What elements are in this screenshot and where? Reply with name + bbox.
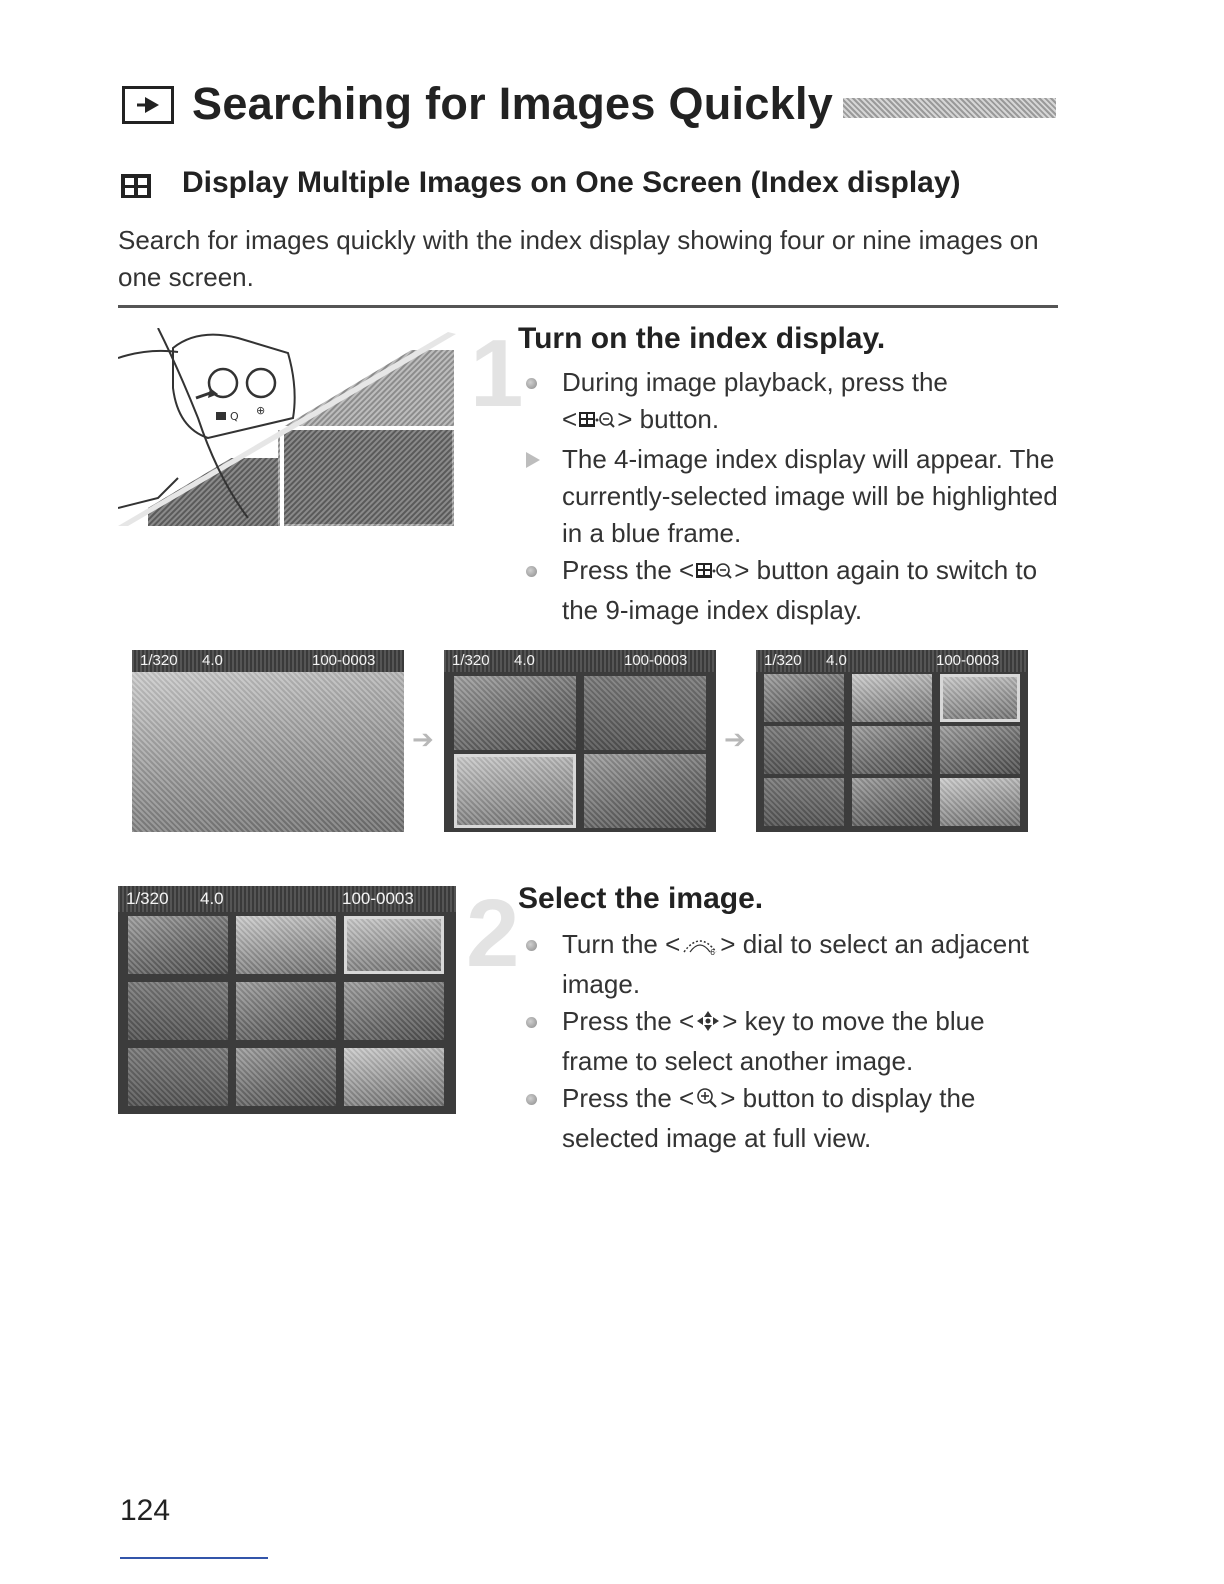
result-arrow-icon — [526, 452, 540, 468]
photo-thumbnail — [344, 982, 444, 1040]
page-number-underline — [120, 1557, 268, 1559]
shutter-value: 1/320 — [452, 652, 490, 669]
photo-thumbnail — [584, 754, 706, 828]
shutter-value: 1/320 — [140, 652, 178, 669]
step-number: 1 — [470, 320, 524, 427]
lcd-four-image-index — [444, 650, 716, 832]
zoom-in-icon — [694, 1083, 720, 1120]
bullet-icon — [526, 1017, 537, 1028]
lcd-nine-image-index — [756, 650, 1028, 832]
file-number: 100-0003 — [342, 889, 414, 908]
list-item: Press the < > key to move the blue frame to select another image. — [518, 1003, 1058, 1080]
photo-thumbnail — [128, 982, 228, 1040]
section-divider — [118, 305, 1058, 308]
photo-thumbnail — [132, 672, 404, 832]
photo-thumbnail-selected — [940, 674, 1020, 722]
bullet-icon — [526, 940, 537, 951]
aperture-value: 4.0 — [202, 652, 223, 669]
aperture-value: 4.0 — [826, 652, 847, 669]
svg-text:Q: Q — [230, 410, 239, 423]
aperture-value: 4.0 — [200, 889, 224, 908]
photo-thumbnail — [764, 726, 844, 774]
photo-thumbnail — [236, 916, 336, 974]
page-number: 124 — [120, 1494, 171, 1527]
intro-text: Search for images quickly with the index display showing four or nine images on one screen. — [118, 225, 1039, 292]
index-display-icon — [120, 173, 172, 199]
lcd-info-bar — [756, 650, 1028, 672]
svg-text:⊕: ⊕ — [256, 404, 266, 417]
photo-thumbnail-selected — [454, 754, 576, 828]
camera-illustration — [118, 328, 456, 526]
index-zoom-out-button-icon — [694, 555, 734, 592]
lcd-nine-image-index-select — [118, 886, 456, 1114]
section-title: Display Multiple Images on One Screen (Index display) — [182, 166, 961, 199]
photo-thumbnail — [454, 676, 576, 750]
lcd-info-bar — [118, 886, 456, 912]
photo-thumbnail — [236, 982, 336, 1040]
photo-thumbnail — [344, 1048, 444, 1106]
aperture-value: 4.0 — [514, 652, 535, 669]
photo-thumbnail — [852, 726, 932, 774]
file-number: 100-0003 — [936, 652, 1000, 669]
photo-thumbnail — [764, 674, 844, 722]
step-number: 2 — [466, 880, 520, 987]
lcd-single-image — [132, 650, 404, 832]
file-number: 100-0003 — [624, 652, 688, 669]
playback-icon — [122, 86, 174, 124]
list-item: Press the < > button again to switch to the 9-image index display. — [518, 552, 1058, 629]
bullet-icon — [526, 566, 537, 577]
photo-thumbnail-selected — [344, 916, 444, 974]
shutter-value: 1/320 — [764, 652, 802, 669]
photo-thumbnail — [128, 1048, 228, 1106]
list-item: Turn the < 6 > dial to select an adjacent image. — [518, 926, 1058, 1003]
step-1-list — [518, 364, 1058, 629]
photo-thumbnail — [852, 674, 932, 722]
photo-thumbnail — [940, 778, 1020, 826]
photo-thumbnail — [236, 1048, 336, 1106]
bullet-icon — [526, 1094, 537, 1105]
bullet-icon — [526, 378, 537, 389]
step-title: Select the image. — [518, 882, 764, 915]
file-number: 100-0003 — [312, 652, 376, 669]
lcd-info-bar — [444, 650, 716, 672]
photo-thumbnail — [764, 778, 844, 826]
photo-thumbnail — [584, 676, 706, 750]
index-zoom-out-button-icon — [577, 404, 617, 441]
photo-thumbnail — [128, 916, 228, 974]
step-title: Turn on the index display. — [518, 322, 886, 355]
title-decoration-bar — [843, 98, 1056, 118]
svg-text:6: 6 — [710, 948, 716, 956]
list-item: Press the < > button to display the selected image at full view. — [518, 1080, 1058, 1157]
step-2-list — [518, 926, 1058, 1157]
list-item: During image playback, press the < > button. — [518, 364, 1058, 441]
main-dial-icon — [680, 929, 720, 966]
shutter-value: 1/320 — [126, 889, 169, 908]
arrow-right-icon: ➔ — [412, 724, 434, 754]
arrow-right-icon: ➔ — [724, 724, 746, 754]
photo-thumbnail — [852, 778, 932, 826]
lcd-info-bar — [132, 650, 404, 672]
cross-keys-icon — [694, 1006, 722, 1043]
photo-thumbnail — [940, 726, 1020, 774]
list-item: The 4-image index display will appear. The currently-selected image will be highlighted in a blue frame. — [518, 441, 1058, 552]
page-title: Searching for Images Quickly — [192, 78, 834, 129]
